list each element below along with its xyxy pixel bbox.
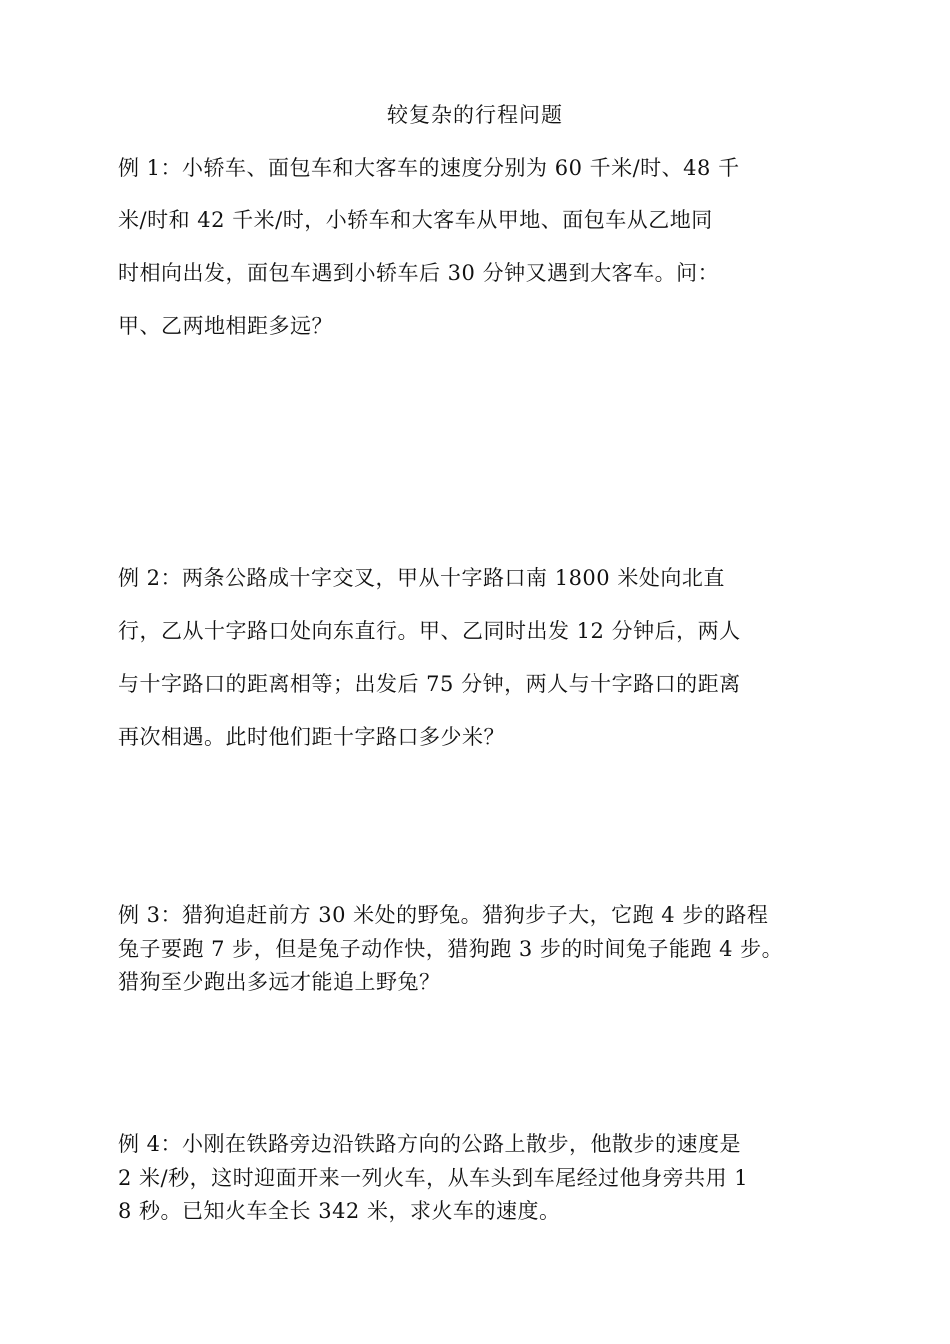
- example-3-line-3: 猎狗至少跑出多远才能追上野兔？: [118, 970, 441, 994]
- document-title: 较复杂的行程问题: [387, 103, 563, 127]
- example-3-line-2: 兔子要跑 7 步，但是兔子动作快，猎狗跑 3 步的时间兔子能跑 4 步。: [118, 937, 784, 961]
- example-4-line-3: 8 秒。已知火车全长 342 米，求火车的速度。: [118, 1199, 561, 1223]
- example-2-line-1: 例 2：两条公路成十字交叉，甲从十字路口南 1800 米处向北直: [118, 566, 725, 590]
- example-3-line-1: 例 3：猎狗追赶前方 30 米处的野兔。猎狗步子大，它跑 4 步的路程: [118, 903, 769, 927]
- example-1-line-2: 米/时和 42 千米/时，小轿车和大客车从甲地、面包车从乙地同: [118, 208, 713, 232]
- example-1-line-1: 例 1：小轿车、面包车和大客车的速度分别为 60 千米/时、48 千: [118, 156, 740, 180]
- example-1-line-3: 时相向出发，面包车遇到小轿车后 30 分钟又遇到大客车。问：: [118, 261, 720, 285]
- example-2-line-4: 再次相遇。此时他们距十字路口多少米？: [118, 725, 505, 749]
- example-2-line-2: 行，乙从十字路口处向东直行。甲、乙同时出发 12 分钟后，两人: [118, 619, 741, 643]
- example-2-line-3: 与十字路口的距离相等；出发后 75 分钟，两人与十字路口的距离: [118, 672, 741, 696]
- example-4-line-2: 2 米/秒，这时迎面开来一列火车，从车头到车尾经过他身旁共用 1: [118, 1166, 749, 1190]
- example-4-line-1: 例 4：小刚在铁路旁边沿铁路方向的公路上散步，他散步的速度是: [118, 1132, 742, 1156]
- example-1-line-4: 甲、乙两地相距多远？: [118, 314, 333, 338]
